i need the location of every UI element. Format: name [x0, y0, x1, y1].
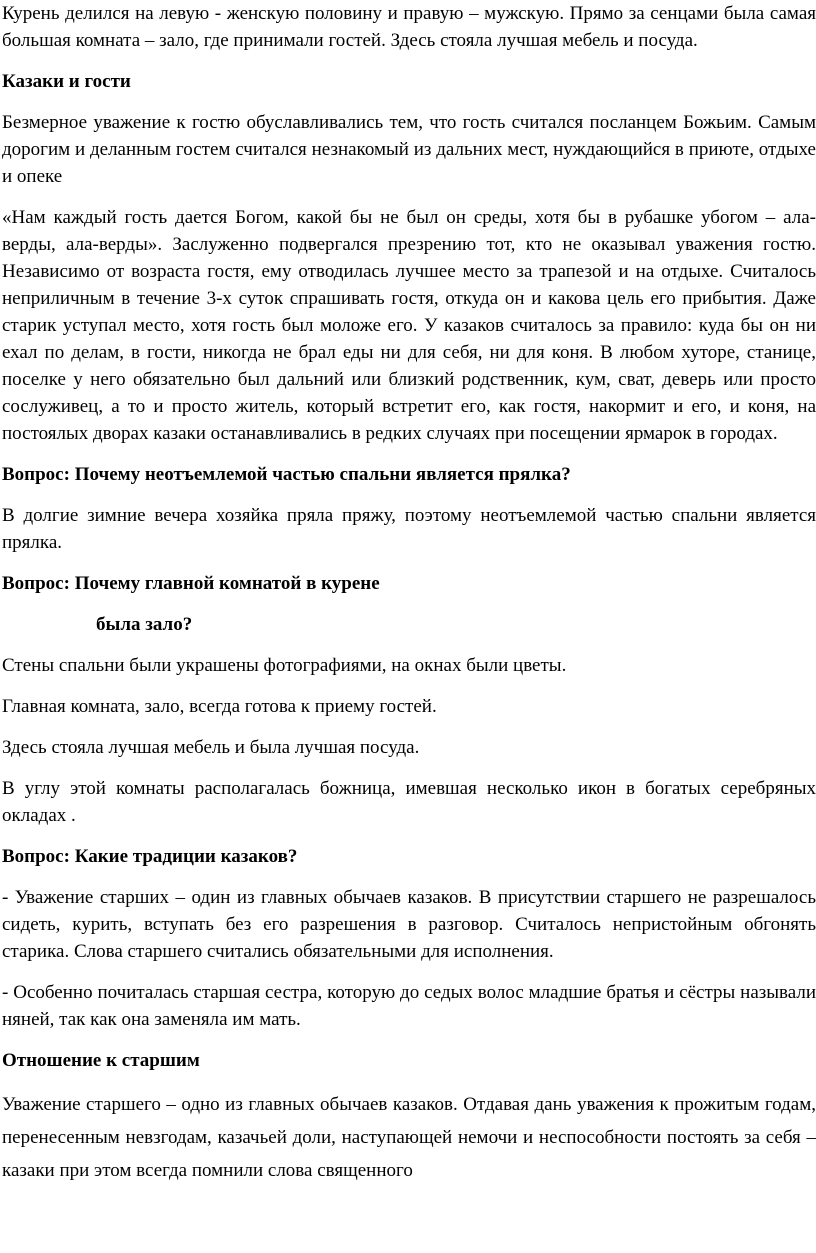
answer-main-room-3: Здесь стояла лучшая мебель и была лучшая посуда. [2, 737, 420, 758]
paragraph-guest-customs: «Нам каждый гость дается Богом, какой бы не был он среды, хотя бы в рубашке убогом – ала-верды, ала-верды». Заслуженно подвергался презрению тот, кто не оказывал уважения гостю. Независимо от возраста гостя, ему отводилась лучшее место за трапезой и на отдыхе. Считалось неприличным в течение 3-х суток спрашивать гостя, откуда он и какова цель его прибытия. Даже старик уступал место, хотя гость был моложе его. У казаков считалось за правило: куда бы он ни ехал по делам, в гости, никогда не брал еды ни для себя, ни для коня. В любом хуторе, станице, поселке у него обязательно был дальний или близкий родственник, кум, сват, деверь или просто сослуживец, а то и просто житель, который встретит его, как гостя, накормит и его, и коня, на постоялых дворах казаки останавливались в редких случаях при посещении ярмарок в городах. [2, 207, 816, 444]
question-main-room-line2: была зало? [96, 614, 193, 635]
answer-main-room-4: В углу этой комнаты располагалась божница, имевшая несколько икон в богатых серебряных окладах . [2, 778, 816, 826]
question-main-room-line1: Вопрос: Почему главной комнатой в курене [2, 573, 380, 594]
paragraph-intro: Курень делился на левую - женскую половину и правую – мужскую. Прямо за сенцами была самая большая комната – зало, где принимали гостей. Здесь стояла лучшая мебель и посуда. [2, 3, 816, 51]
answer-main-room-1: Стены спальни были украшены фотографиями, на окнах были цветы. [2, 655, 567, 676]
question-traditions: Вопрос: Какие традиции казаков? [2, 846, 298, 867]
question-spinning-wheel: Вопрос: Почему неотъемлемой частью спальни является прялка? [2, 464, 571, 485]
paragraph-guest-respect: Безмерное уважение к гостю обуславливались тем, что гость считался посланцем Божьим. Самым дорогим и деланным гостем считался незнакомый из дальних мест, нуждающийся в приюте, отдыхе и опеке [2, 112, 816, 187]
heading-attitude-to-elders: Отношение к старшим [2, 1050, 200, 1071]
heading-cossacks-and-guests: Казаки и гости [2, 71, 131, 92]
paragraph-elders: Уважение старшего – одно из главных обычаев казаков. Отдавая дань уважения к прожитым годам, перенесенным невзгодам, казачьей доли, наступающей немочи и неспособности постоять за себя – казаки при этом всегда помнили слова священного [2, 1094, 816, 1181]
answer-traditions-1: - Уважение старших – один из главных обычаев казаков. В присутствии старшего не разрешалось сидеть, курить, вступать без его разрешения в разговор. Считалось непристойным обгонять старика. Слова старшего считались обязательными для исполнения. [2, 887, 816, 962]
answer-main-room-2: Главная комната, зало, всегда готова к приему гостей. [2, 696, 437, 717]
answer-traditions-2: - Особенно почиталась старшая сестра, которую до седых волос младшие братья и сёстры называли няней, так как она заменяла им мать. [2, 982, 816, 1030]
answer-spinning-wheel: В долгие зимние вечера хозяйка пряла пряжу, поэтому неотъемлемой частью спальни является прялка. [2, 505, 816, 553]
